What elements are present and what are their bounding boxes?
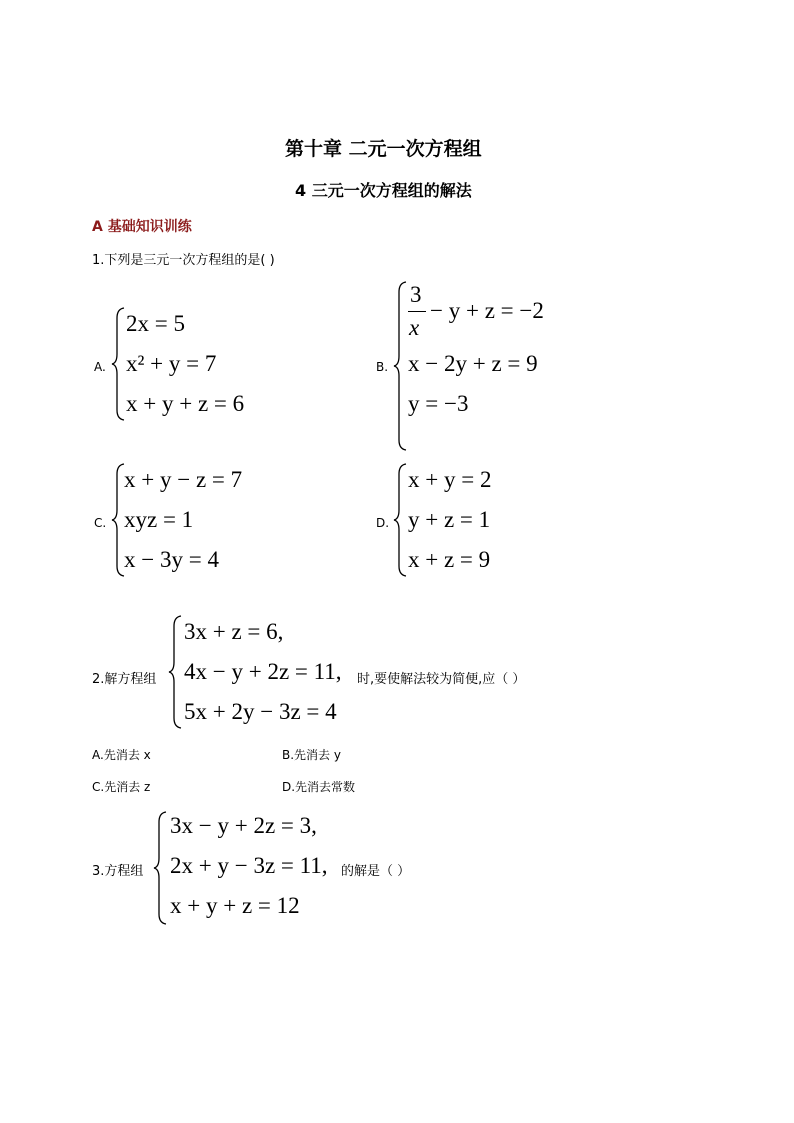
q1-stem: 1.下列是三元一次方程组的是( )	[92, 253, 275, 268]
q1-option-d-label[interactable]: D.	[376, 516, 390, 530]
q2-option-c[interactable]: C.先消去 z	[92, 780, 151, 794]
q3-brace	[152, 810, 170, 926]
q1-option-b-frac-den: x	[409, 315, 420, 340]
q1-option-a-eq2: x² + y = 7	[126, 351, 217, 376]
section-title: 4 三元一次方程组的解法	[295, 181, 472, 200]
q1-option-c-label[interactable]: C.	[94, 516, 107, 530]
q3-eq1: 3x − y + 2z = 3,	[170, 813, 317, 838]
section-a-label: A 基础知识训练	[92, 219, 192, 235]
q1-option-d-eq3: x + z = 9	[408, 547, 491, 572]
chapter-title: 第十章 二元一次方程组	[285, 138, 482, 160]
q3-eq2: 2x + y − 3z = 11,	[170, 853, 328, 878]
q2-option-b[interactable]: B.先消去 y	[282, 748, 341, 762]
q3-prefix: 3.方程组	[92, 864, 144, 879]
q2-option-d[interactable]: D.先消去常数	[282, 780, 356, 794]
q1-option-b-eq1-rest: − y + z = −2	[430, 298, 544, 323]
q2-eq3: 5x + 2y − 3z = 4	[184, 699, 337, 724]
q1-option-c-eq3: x − 3y = 4	[124, 547, 219, 572]
q1-option-a-eq1: 2x = 5	[126, 311, 185, 336]
q2-eq1: 3x + z = 6,	[184, 619, 284, 644]
q2-option-a[interactable]: A.先消去 x	[92, 748, 151, 762]
q3-suffix: 的解是（ ）	[341, 864, 411, 879]
q3-eq3: x + y + z = 12	[170, 893, 300, 918]
q2-brace	[167, 614, 185, 730]
q1-option-c-eq1: x + y − z = 7	[124, 467, 243, 492]
q1-option-a-label[interactable]: A.	[94, 360, 106, 374]
q1-option-b-eq3: y = −3	[408, 391, 469, 416]
q1-option-b-frac-bar	[408, 311, 426, 312]
q1-option-b-frac-num: 3	[410, 282, 422, 307]
q2-eq2: 4x − y + 2z = 11,	[184, 659, 342, 684]
q1-option-a-eq3: x + y + z = 6	[126, 391, 245, 416]
q1-option-c-eq2: xyz = 1	[124, 507, 194, 532]
q1-option-b-eq2: x − 2y + z = 9	[408, 351, 538, 376]
q2-prefix: 2.解方程组	[92, 672, 157, 687]
q2-suffix: 时,要使解法较为简便,应（ ）	[357, 672, 526, 687]
q1-option-b-label[interactable]: B.	[376, 360, 389, 374]
q1-option-d-eq2: y + z = 1	[408, 507, 491, 532]
q1-option-d-eq1: x + y = 2	[408, 467, 492, 492]
